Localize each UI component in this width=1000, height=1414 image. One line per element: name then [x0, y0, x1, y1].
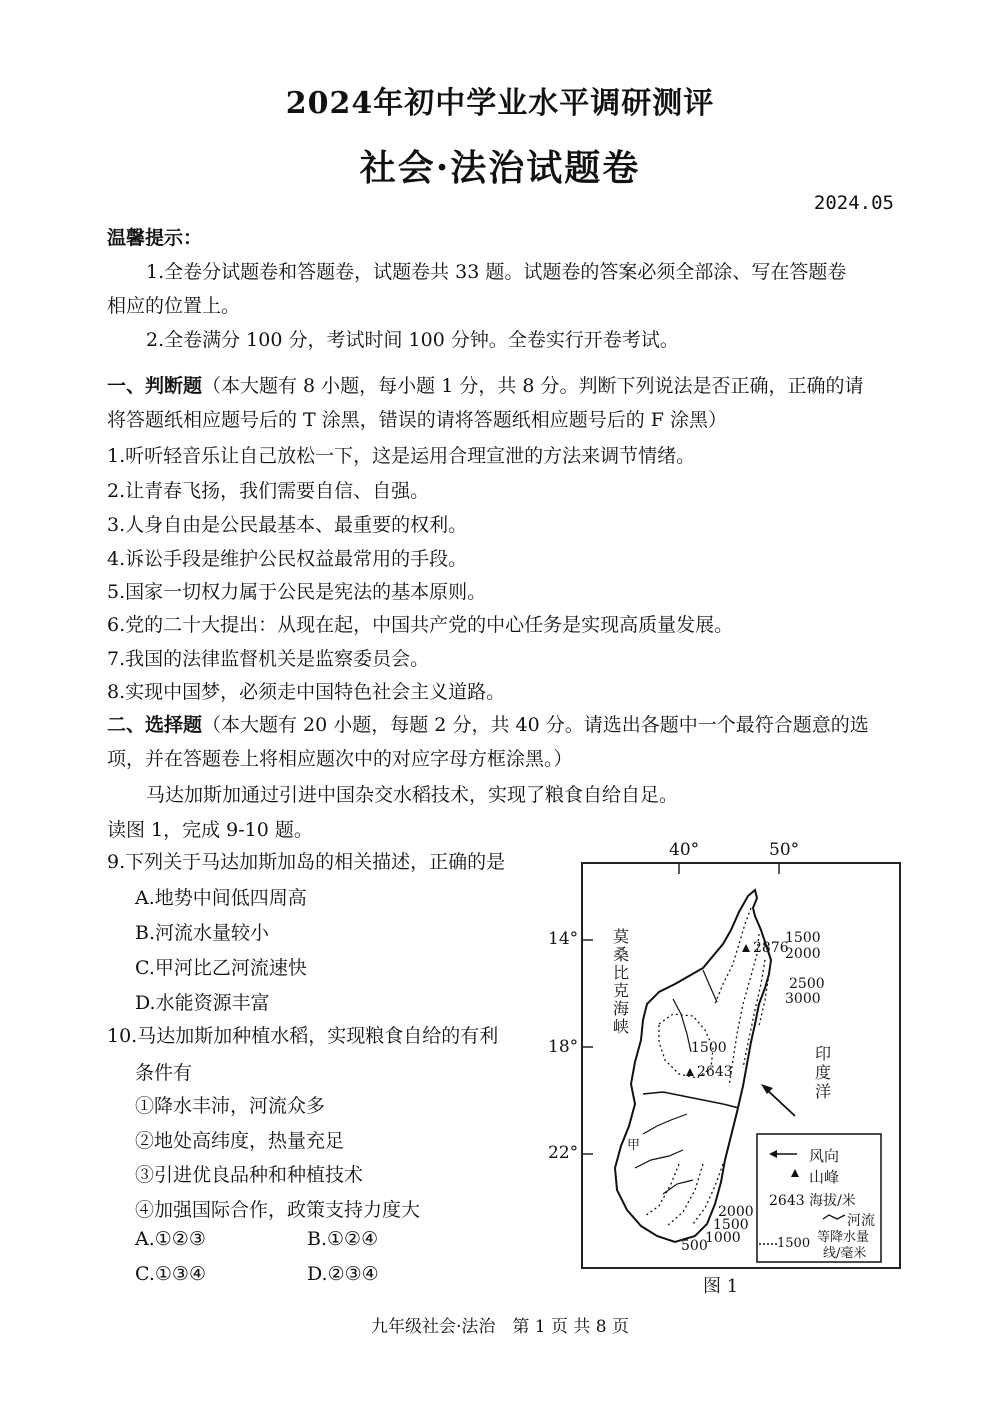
- q10-item-2: ②地处高纬度，热量充足: [135, 1130, 345, 1152]
- river-a: [673, 999, 691, 1052]
- section1-desc-cont: 将答题纸相应题号后的 T 涂黑，错误的请将答题纸相应题号后的 F 涂黑）: [107, 409, 728, 431]
- judge-question-4: 4.诉讼手段是维护公民权益最常用的手段。: [107, 548, 468, 570]
- isohyet-1: [715, 908, 751, 1004]
- judge-question-1: 1.听听轻音乐让自己放松一下，这是运用合理宣泄的方法来调节情绪。: [107, 445, 696, 467]
- section2-heading: 二、选择题: [107, 714, 203, 736]
- legend-elevation-label: 2643 海拔/米: [769, 1193, 856, 1209]
- peak-marker-2876: [742, 944, 750, 952]
- judge-question-7: 7.我国的法律监督机关是监察委员会。: [107, 648, 430, 670]
- madagascar-map: [581, 862, 901, 1269]
- q9-option-b: B.河流水量较小: [135, 922, 270, 944]
- q10-option-a: A.①②③: [135, 1228, 206, 1250]
- section2-desc: （本大题有 20 小题，每题 2 分，共 40 分。请选出各题中一个最符合题意的选: [202, 714, 869, 736]
- section2-header: [107, 713, 869, 737]
- river-label-jia: 甲: [627, 1138, 641, 1153]
- q10-option-c: C.①③④: [135, 1263, 206, 1285]
- peak-label-2643: 2643: [697, 1064, 733, 1080]
- q10-item-3: ③引进优良品种和种植技术: [135, 1164, 364, 1186]
- isohyet-south-3: [645, 1164, 679, 1216]
- q10-option-d: D.②③④: [307, 1263, 379, 1285]
- contour-label-500-s: 500: [681, 1238, 708, 1254]
- q10-item-4: ④加强国际合作，政策支持力度大: [135, 1199, 421, 1221]
- legend-isohyet-label: 等降水量: [817, 1230, 870, 1245]
- section2-desc-cont: 项，并在答题卷上将相应题次中的对应字母方框涂黑。）: [107, 748, 573, 770]
- question-10-stem: 10.马达加斯加种植水稻，实现粮食自给的有利: [107, 1025, 499, 1047]
- section1-heading: 一、判断题: [107, 375, 203, 397]
- exam-title: 2024年初中学业水平调研测评: [285, 86, 715, 121]
- q10-item-1: ①降水丰沛，河流众多: [135, 1095, 326, 1117]
- figure-caption: 图 1: [703, 1276, 739, 1297]
- longitude-label-40: 40°: [669, 840, 700, 860]
- tip-item-2: 2.全卷满分 100 分，考试时间 100 分钟。全卷实行开卷考试。: [146, 329, 679, 351]
- wind-arrow-shaft: [765, 1088, 795, 1116]
- legend-isohyet-value: 1500: [777, 1236, 811, 1251]
- legend-peak-label: 山峰: [809, 1168, 840, 1186]
- tip-item-1-cont: 相应的位置上。: [107, 295, 241, 317]
- contour-label-2500-ne: 2500: [789, 976, 825, 992]
- question-9-stem: 9.下列关于马达加斯加岛的相关描述，正确的是: [107, 851, 506, 873]
- q9-option-c: C.甲河比乙河流速快: [135, 957, 307, 979]
- material-intro: 马达加斯加通过引进中国杂交水稻技术，实现了粮食自给自足。: [146, 784, 679, 806]
- latitude-label-22: 22°: [548, 1143, 579, 1163]
- legend-isohyet-unit: 线/毫米: [823, 1246, 867, 1261]
- peak-label-2876: 2876: [753, 940, 789, 956]
- sea-label: 莫桑比克海峡: [613, 927, 630, 1036]
- page-footer: 九年级社会·法治 第 1 页 共 8 页: [370, 1317, 630, 1337]
- contour-label-1500-s: 1500: [713, 1217, 749, 1233]
- contour-label-2000-ne: 2000: [785, 946, 821, 962]
- q10-option-b: B.①②④: [307, 1228, 379, 1250]
- legend-river-label: 河流: [847, 1213, 875, 1229]
- latitude-label-18: 18°: [548, 1037, 579, 1057]
- river-e: [663, 1180, 693, 1194]
- tips-heading: 温馨提示：: [107, 227, 203, 249]
- river-b: [703, 970, 717, 1002]
- judge-question-6: 6.党的二十大提出：从现在起，中国共产党的中心任务是实现高质量发展。: [107, 614, 734, 636]
- peak-marker-2643: [686, 1068, 694, 1076]
- judge-question-8: 8.实现中国梦，必须走中国特色社会主义道路。: [107, 681, 506, 703]
- contour-label-1000-s: 1000: [705, 1230, 741, 1246]
- q9-option-d: D.水能资源丰富: [135, 992, 270, 1014]
- question-10-stem-cont: 条件有: [135, 1062, 193, 1084]
- contour-label-1500-mid: 1500: [691, 1040, 727, 1056]
- watershed-line: [643, 1092, 739, 1108]
- exam-subtitle: 社会·法治试题卷: [359, 147, 641, 189]
- isohyet-south-2: [667, 1164, 703, 1226]
- river-c: [643, 1114, 687, 1134]
- island-outline: [615, 890, 771, 1242]
- river-d: [635, 1150, 683, 1168]
- ocean-label: 印度洋: [815, 1044, 832, 1101]
- contour-label-3000-ne: 3000: [785, 991, 821, 1007]
- section1-header: [107, 374, 864, 398]
- tip-item-1: 1.全卷分试题卷和答题卷，试题卷共 33 题。试题卷的答案必须全部涂、写在答题卷: [146, 261, 847, 283]
- judge-question-3: 3.人身自由是公民最基本、最重要的权利。: [107, 514, 468, 536]
- contour-label-2000-s: 2000: [718, 1204, 754, 1220]
- q9-option-a: A.地势中间低四周高: [135, 887, 307, 909]
- longitude-label-50: 50°: [769, 840, 800, 860]
- read-figure-instruction: 读图 1，完成 9-10 题。: [107, 819, 313, 841]
- contour-label-1500-ne: 1500: [785, 930, 821, 946]
- latitude-label-14: 14°: [548, 929, 579, 949]
- section1-desc: （本大题有 8 小题，每小题 1 分，共 8 分。判断下列说法是否正确，正确的请: [202, 375, 864, 397]
- legend-wind-label: 风向: [809, 1147, 840, 1165]
- judge-question-5: 5.国家一切权力属于公民是宪法的基本原则。: [107, 581, 487, 603]
- judge-question-2: 2.让青春飞扬，我们需要自信、自强。: [107, 480, 430, 502]
- wind-arrow-head: [761, 1084, 773, 1094]
- exam-date: 2024.05: [813, 192, 894, 214]
